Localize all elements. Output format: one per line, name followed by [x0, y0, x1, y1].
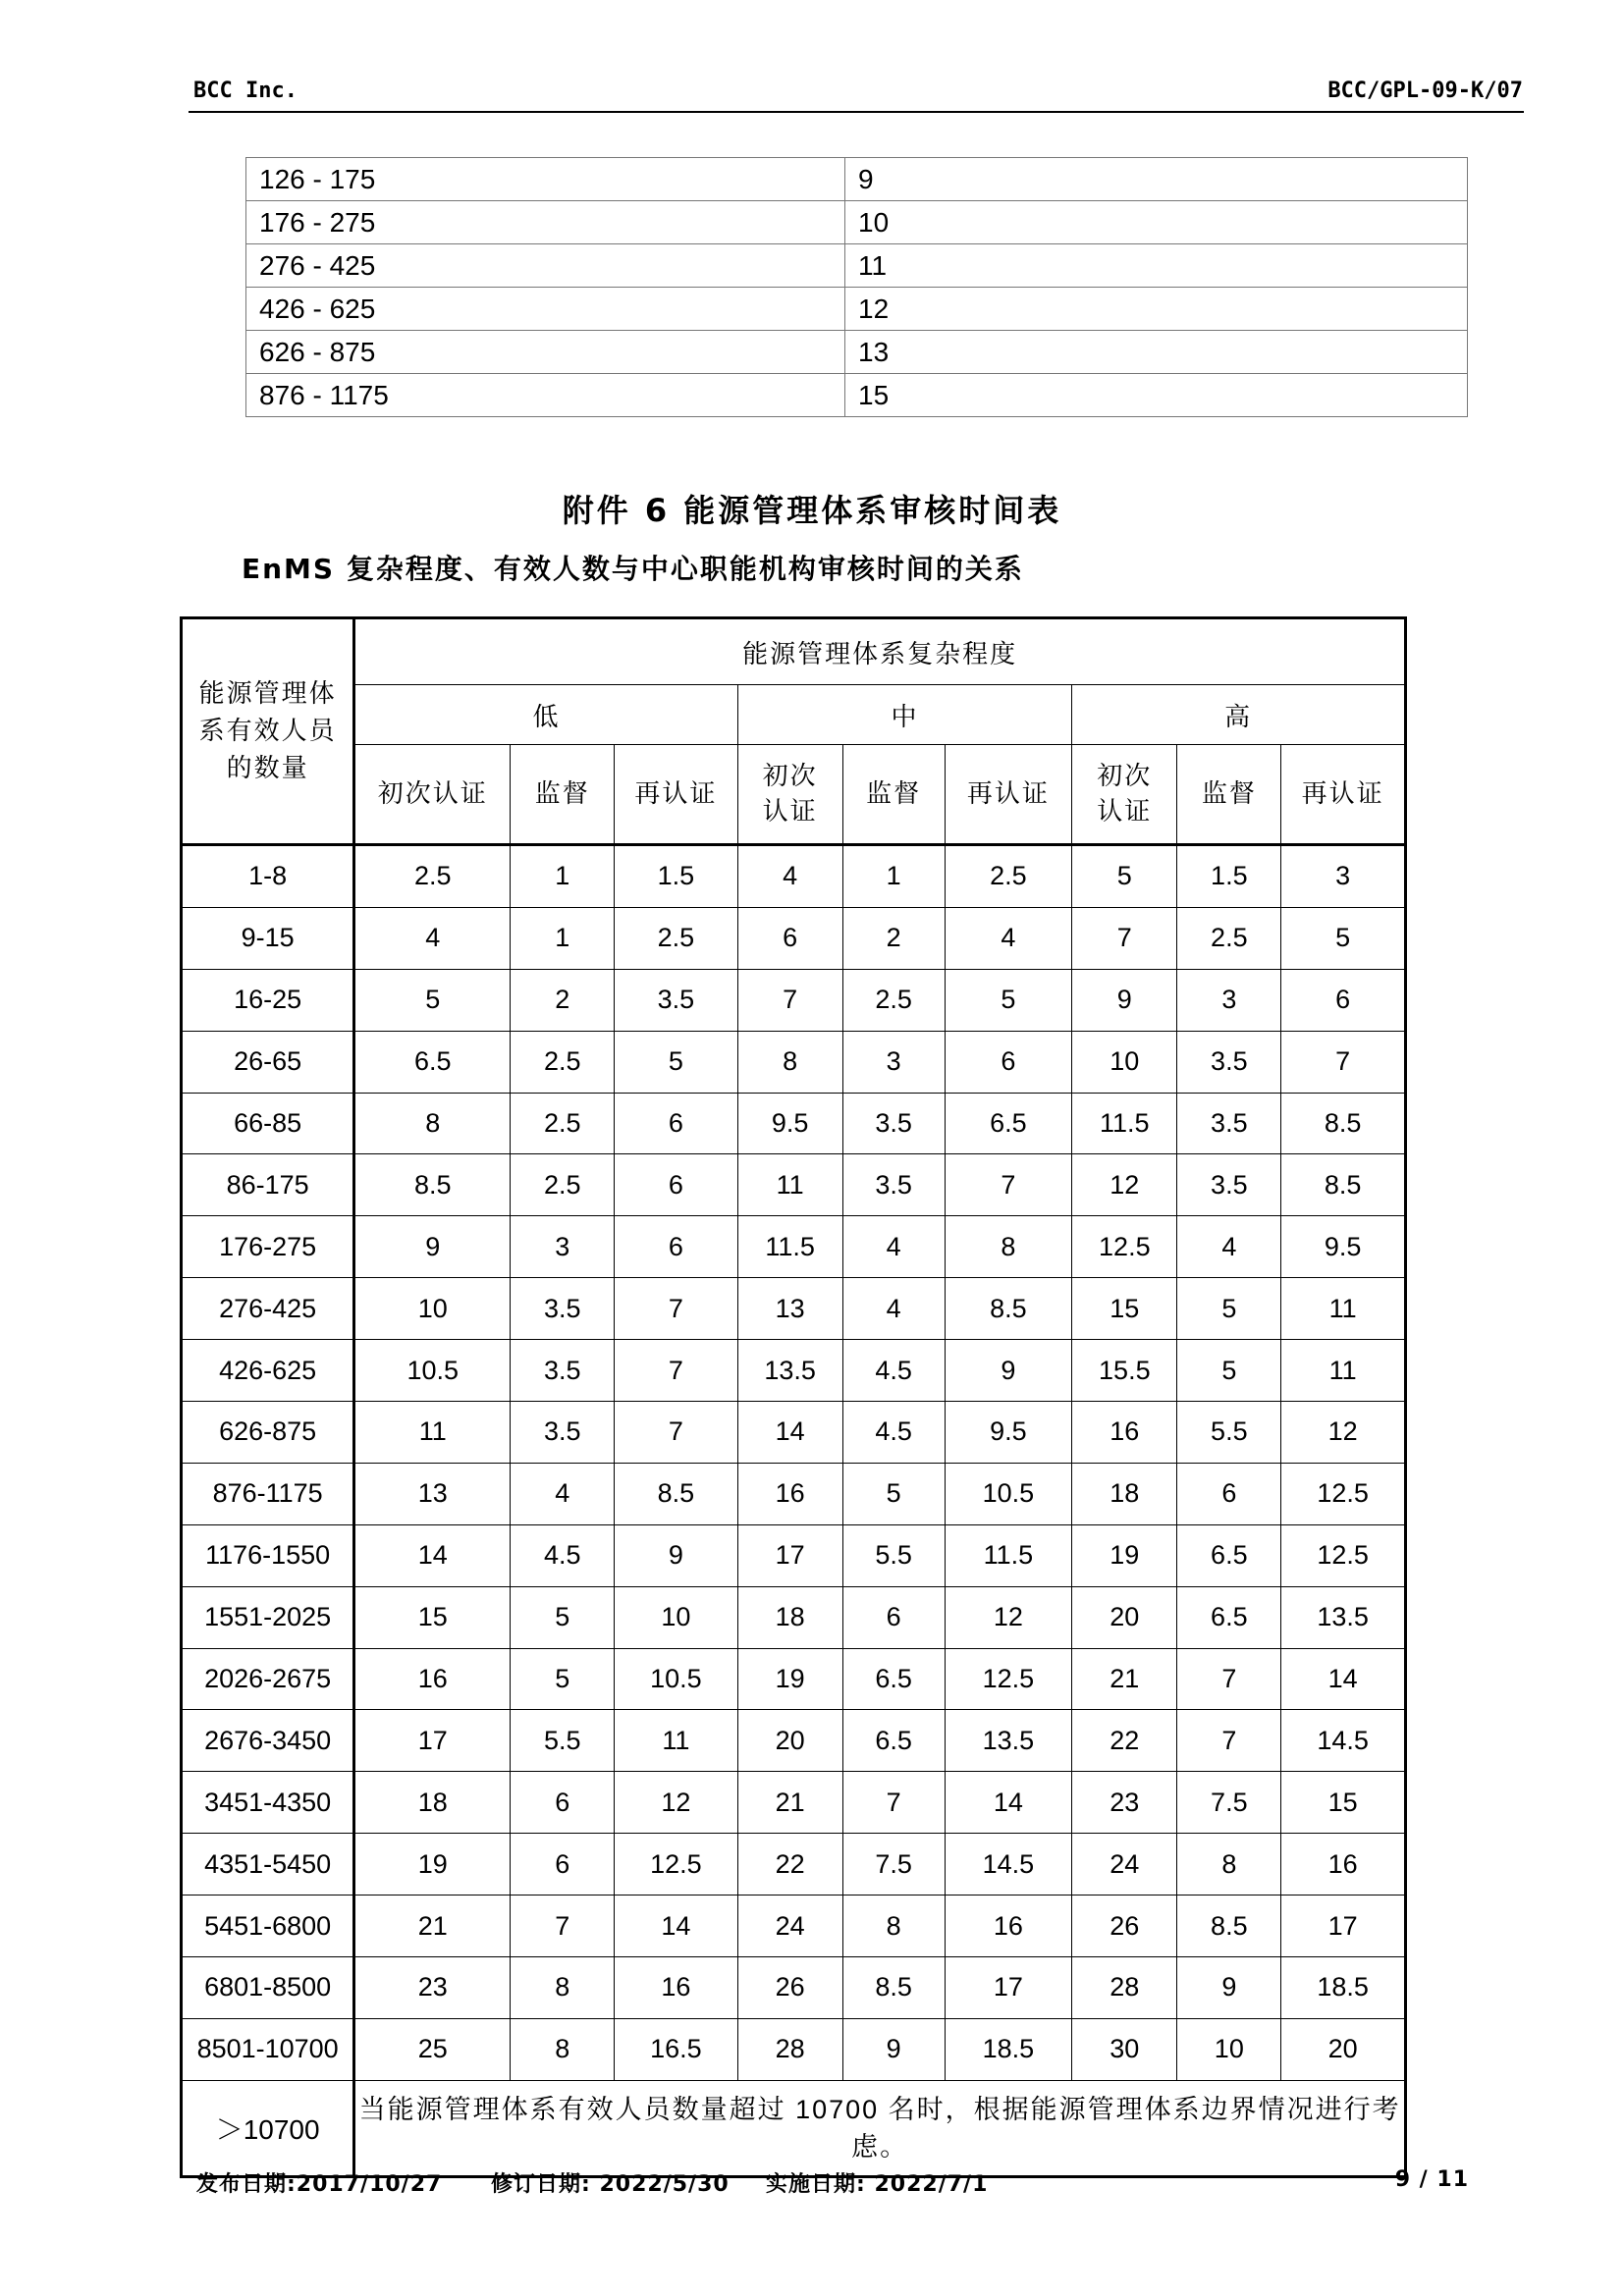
headcount-cell: 3451-4350 [182, 1772, 354, 1834]
audit-days-cell: 10.5 [354, 1340, 511, 1402]
audit-days-cell: 8 [945, 1216, 1072, 1278]
audit-days-cell: 2.5 [511, 1031, 615, 1093]
table-row [182, 845, 1406, 908]
headcount-cell: 6801-8500 [182, 1957, 354, 2019]
sub-header: 初次认证 [737, 745, 842, 845]
audit-days-cell: 12.5 [1281, 1524, 1406, 1586]
group-header-high: 高 [1072, 685, 1406, 745]
audit-days-cell: 15 [1281, 1772, 1406, 1834]
headcount-cell: ＞10700 [182, 2080, 354, 2176]
audit-days-cell: 11.5 [945, 1524, 1072, 1586]
audit-days-cell: 1.5 [615, 845, 737, 908]
audit-days-cell: 26 [737, 1957, 842, 2019]
audit-days-cell: 2 [842, 907, 945, 969]
audit-days-cell: 4 [737, 845, 842, 908]
audit-days-cell: 9 [354, 1216, 511, 1278]
complexity-header: 能源管理体系复杂程度 [354, 618, 1406, 685]
corner-header: 能源管理体系有效人员的数量 [182, 618, 354, 845]
audit-days-cell: 7 [1072, 907, 1177, 969]
audit-days-cell: 5 [1177, 1278, 1281, 1340]
value-cell: 10 [845, 201, 1468, 244]
audit-days-cell: 20 [1072, 1586, 1177, 1648]
audit-days-cell: 6.5 [1177, 1524, 1281, 1586]
audit-days-cell: 15.5 [1072, 1340, 1177, 1402]
audit-days-cell: 10 [354, 1278, 511, 1340]
headcount-cell: 2676-3450 [182, 1710, 354, 1772]
audit-days-cell: 6 [1177, 1463, 1281, 1524]
audit-days-cell: 5 [615, 1031, 737, 1093]
group-header-low: 低 [354, 685, 737, 745]
audit-days-cell: 6 [1281, 969, 1406, 1031]
audit-days-cell: 23 [1072, 1772, 1177, 1834]
appendix-title: 附件 6 能源管理体系审核时间表 [562, 492, 1062, 529]
audit-days-cell: 17 [1281, 1896, 1406, 1957]
audit-days-cell: 10 [1177, 2018, 1281, 2080]
headcount-cell: 8501-10700 [182, 2018, 354, 2080]
audit-days-cell: 12.5 [1072, 1216, 1177, 1278]
audit-days-cell: 2.5 [511, 1154, 615, 1216]
audit-days-cell: 6.5 [354, 1031, 511, 1093]
audit-days-cell: 6 [615, 1154, 737, 1216]
value-cell: 9 [845, 158, 1468, 201]
audit-days-cell: 11 [615, 1710, 737, 1772]
audit-days-cell: 13 [354, 1463, 511, 1524]
audit-days-cell: 17 [945, 1957, 1072, 2019]
audit-days-cell: 8.5 [1177, 1896, 1281, 1957]
audit-days-cell: 2.5 [945, 845, 1072, 908]
value-cell: 15 [845, 374, 1468, 417]
audit-days-cell: 9.5 [737, 1093, 842, 1154]
audit-days-cell: 2.5 [842, 969, 945, 1031]
audit-days-cell: 1 [511, 907, 615, 969]
audit-days-cell: 3.5 [842, 1093, 945, 1154]
audit-days-cell: 4.5 [511, 1524, 615, 1586]
audit-days-cell: 28 [737, 2018, 842, 2080]
audit-days-cell: 10.5 [945, 1463, 1072, 1524]
audit-days-cell: 13 [737, 1278, 842, 1340]
audit-days-cell: 8 [511, 1957, 615, 2019]
audit-days-cell: 4 [842, 1278, 945, 1340]
audit-days-cell: 11.5 [1072, 1093, 1177, 1154]
table-row [182, 1031, 1406, 1093]
audit-days-cell: 16 [737, 1463, 842, 1524]
table-row [182, 1896, 1406, 1957]
audit-days-cell: 1.5 [1177, 845, 1281, 908]
audit-days-cell: 12.5 [945, 1648, 1072, 1710]
headcount-cell: 1551-2025 [182, 1586, 354, 1648]
audit-days-cell: 6.5 [945, 1093, 1072, 1154]
audit-days-cell: 3 [842, 1031, 945, 1093]
audit-days-cell: 16 [945, 1896, 1072, 1957]
audit-days-cell: 8.5 [1281, 1154, 1406, 1216]
audit-days-cell: 3.5 [1177, 1154, 1281, 1216]
audit-days-cell: 14.5 [1281, 1710, 1406, 1772]
audit-days-cell: 23 [354, 1957, 511, 2019]
table-row [246, 331, 1468, 374]
audit-days-cell: 28 [1072, 1957, 1177, 2019]
table-row [246, 158, 1468, 201]
audit-days-cell: 9 [615, 1524, 737, 1586]
footer-effective-date: 实施日期: 2022/7/1 [766, 2172, 989, 2197]
headcount-cell: 9-15 [182, 907, 354, 969]
audit-days-cell: 3.5 [511, 1340, 615, 1402]
table-row [182, 1648, 1406, 1710]
audit-days-cell: 6 [737, 907, 842, 969]
audit-days-cell: 15 [1072, 1278, 1177, 1340]
audit-days-cell: 8 [1177, 1834, 1281, 1896]
audit-days-cell: 18 [354, 1772, 511, 1834]
headcount-cell: 276-425 [182, 1278, 354, 1340]
audit-days-cell: 2.5 [511, 1093, 615, 1154]
headcount-cell: 16-25 [182, 969, 354, 1031]
audit-days-cell: 21 [354, 1896, 511, 1957]
audit-days-cell: 5.5 [511, 1710, 615, 1772]
audit-days-cell: 18.5 [1281, 1957, 1406, 2019]
audit-days-cell: 19 [1072, 1524, 1177, 1586]
range-cell: 176 - 275 [246, 201, 845, 244]
audit-days-cell: 30 [1072, 2018, 1177, 2080]
value-cell: 12 [845, 288, 1468, 331]
audit-days-cell: 11 [1281, 1278, 1406, 1340]
table-row [182, 969, 1406, 1031]
headcount-cell: 66-85 [182, 1093, 354, 1154]
audit-days-cell: 8.5 [842, 1957, 945, 2019]
audit-days-cell: 9.5 [1281, 1216, 1406, 1278]
audit-days-cell: 6.5 [842, 1648, 945, 1710]
audit-days-cell: 14 [354, 1524, 511, 1586]
audit-days-cell: 17 [737, 1524, 842, 1586]
audit-days-cell: 4 [1177, 1216, 1281, 1278]
audit-days-cell: 9 [842, 2018, 945, 2080]
headcount-cell: 2026-2675 [182, 1648, 354, 1710]
audit-days-cell: 6 [615, 1093, 737, 1154]
audit-days-cell: 11 [354, 1402, 511, 1464]
audit-days-cell: 14.5 [945, 1834, 1072, 1896]
headcount-cell: 626-875 [182, 1402, 354, 1464]
audit-days-cell: 12 [1281, 1402, 1406, 1464]
audit-days-cell: 11 [1281, 1340, 1406, 1402]
audit-days-cell: 3 [1281, 845, 1406, 908]
audit-days-cell: 6.5 [842, 1710, 945, 1772]
audit-days-cell: 26 [1072, 1896, 1177, 1957]
audit-days-cell: 5 [842, 1463, 945, 1524]
audit-days-cell: 20 [737, 1710, 842, 1772]
audit-days-cell: 9 [1072, 969, 1177, 1031]
audit-days-cell: 8.5 [945, 1278, 1072, 1340]
headcount-cell: 4351-5450 [182, 1834, 354, 1896]
audit-days-cell: 7 [615, 1402, 737, 1464]
audit-days-cell: 6 [842, 1586, 945, 1648]
audit-days-cell: 21 [1072, 1648, 1177, 1710]
audit-days-cell: 11.5 [737, 1216, 842, 1278]
audit-days-cell: 18.5 [945, 2018, 1072, 2080]
headcount-cell: 176-275 [182, 1216, 354, 1278]
audit-days-cell: 8.5 [354, 1154, 511, 1216]
sub-header: 再认证 [1281, 745, 1406, 845]
audit-days-cell: 3 [1177, 969, 1281, 1031]
audit-days-cell: 4 [842, 1216, 945, 1278]
range-cell: 276 - 425 [246, 244, 845, 288]
audit-days-cell: 3.5 [511, 1402, 615, 1464]
audit-days-cell: 5 [1177, 1340, 1281, 1402]
audit-days-cell: 12 [1072, 1154, 1177, 1216]
audit-days-cell: 6.5 [1177, 1586, 1281, 1648]
audit-time-table [180, 616, 1407, 2178]
table-row [182, 1216, 1406, 1278]
audit-days-cell: 5.5 [842, 1524, 945, 1586]
table-row [182, 1340, 1406, 1402]
audit-days-cell: 21 [737, 1772, 842, 1834]
table-row [182, 1463, 1406, 1524]
audit-days-cell: 10.5 [615, 1648, 737, 1710]
audit-days-cell: 7.5 [1177, 1772, 1281, 1834]
audit-days-cell: 16 [1072, 1402, 1177, 1464]
audit-days-cell: 16.5 [615, 2018, 737, 2080]
audit-days-cell: 5 [1072, 845, 1177, 908]
audit-days-cell: 8 [842, 1896, 945, 1957]
sub-header: 监督 [511, 745, 615, 845]
audit-days-cell: 19 [354, 1834, 511, 1896]
audit-days-cell: 7 [511, 1896, 615, 1957]
audit-days-cell: 7 [737, 969, 842, 1031]
audit-days-cell: 9.5 [945, 1402, 1072, 1464]
audit-days-cell: 15 [354, 1586, 511, 1648]
table-row [182, 1524, 1406, 1586]
table-row [182, 1586, 1406, 1648]
audit-days-cell: 8 [511, 2018, 615, 2080]
audit-days-cell: 5 [511, 1648, 615, 1710]
audit-days-cell: 24 [1072, 1834, 1177, 1896]
audit-days-cell: 7.5 [842, 1834, 945, 1896]
table-row [246, 374, 1468, 417]
audit-days-cell: 17 [354, 1710, 511, 1772]
audit-days-cell: 1 [511, 845, 615, 908]
audit-days-cell: 3.5 [615, 969, 737, 1031]
sub-header: 监督 [842, 745, 945, 845]
audit-days-cell: 5 [1281, 907, 1406, 969]
headcount-cell: 5451-6800 [182, 1896, 354, 1957]
table-row [182, 1402, 1406, 1464]
audit-days-cell: 7 [1177, 1710, 1281, 1772]
audit-days-cell: 16 [615, 1957, 737, 2019]
table-row [246, 201, 1468, 244]
header-divider [189, 111, 1524, 113]
audit-days-cell: 4.5 [842, 1402, 945, 1464]
audit-days-cell: 3.5 [511, 1278, 615, 1340]
group-header-medium: 中 [737, 685, 1072, 745]
audit-days-cell: 6 [511, 1772, 615, 1834]
table-row [182, 1710, 1406, 1772]
audit-days-cell: 7 [1281, 1031, 1406, 1093]
headcount-cell: 876-1175 [182, 1463, 354, 1524]
headcount-cell: 1-8 [182, 845, 354, 908]
audit-days-cell: 9 [1177, 1957, 1281, 2019]
audit-days-cell: 22 [1072, 1710, 1177, 1772]
footer-page-number: 9 / 11 [1394, 2167, 1469, 2192]
footer-revision-date: 修订日期: 2022/5/30 [491, 2172, 730, 2197]
range-cell: 626 - 875 [246, 331, 845, 374]
table-row [182, 1278, 1406, 1340]
audit-days-cell: 2.5 [354, 845, 511, 908]
audit-days-cell: 6 [615, 1216, 737, 1278]
audit-days-cell: 8.5 [615, 1463, 737, 1524]
table-row [182, 907, 1406, 969]
audit-days-cell: 14 [615, 1896, 737, 1957]
audit-days-cell: 5.5 [1177, 1402, 1281, 1464]
audit-days-cell: 11 [737, 1154, 842, 1216]
headcount-cell: 1176-1550 [182, 1524, 354, 1586]
audit-days-cell: 6 [945, 1031, 1072, 1093]
audit-days-cell: 13.5 [945, 1710, 1072, 1772]
audit-days-cell: 3.5 [1177, 1031, 1281, 1093]
audit-days-cell: 13.5 [737, 1340, 842, 1402]
audit-days-cell: 16 [1281, 1834, 1406, 1896]
audit-days-cell: 14 [1281, 1648, 1406, 1710]
audit-days-cell: 5 [354, 969, 511, 1031]
sub-header: 初次认证 [354, 745, 511, 845]
audit-days-cell: 6 [511, 1834, 615, 1896]
value-cell: 11 [845, 244, 1468, 288]
audit-days-cell: 7 [945, 1154, 1072, 1216]
audit-days-cell: 7 [842, 1772, 945, 1834]
audit-days-cell: 10 [1072, 1031, 1177, 1093]
continued-table [245, 157, 1468, 417]
audit-days-cell: 5 [511, 1586, 615, 1648]
audit-days-cell: 12 [615, 1772, 737, 1834]
audit-days-cell: 5 [945, 969, 1072, 1031]
sub-header: 初次认证 [1072, 745, 1177, 845]
audit-days-cell: 4 [945, 907, 1072, 969]
audit-days-cell: 18 [737, 1586, 842, 1648]
sub-header: 再认证 [615, 745, 737, 845]
audit-days-cell: 4 [354, 907, 511, 969]
audit-days-cell: 20 [1281, 2018, 1406, 2080]
range-cell: 876 - 1175 [246, 374, 845, 417]
table-row [182, 1834, 1406, 1896]
audit-days-cell: 19 [737, 1648, 842, 1710]
audit-days-cell: 10 [615, 1586, 737, 1648]
audit-days-cell: 2.5 [615, 907, 737, 969]
audit-days-cell: 8 [737, 1031, 842, 1093]
audit-days-cell: 2.5 [1177, 907, 1281, 969]
audit-days-cell: 24 [737, 1896, 842, 1957]
audit-days-cell: 14 [737, 1402, 842, 1464]
audit-days-cell: 7 [615, 1278, 737, 1340]
sub-header: 监督 [1177, 745, 1281, 845]
audit-days-cell: 8.5 [1281, 1093, 1406, 1154]
audit-days-cell: 3 [511, 1216, 615, 1278]
audit-days-cell: 16 [354, 1648, 511, 1710]
table-row [182, 1154, 1406, 1216]
table-row [182, 2080, 1406, 2176]
audit-days-cell: 4.5 [842, 1340, 945, 1402]
audit-days-cell: 7 [1177, 1648, 1281, 1710]
audit-days-cell: 9 [945, 1340, 1072, 1402]
over-limit-note: 当能源管理体系有效人员数量超过 10700 名时，根据能源管理体系边界情况进行考虑。 [354, 2080, 1406, 2176]
table-row [246, 288, 1468, 331]
audit-days-cell: 4 [511, 1463, 615, 1524]
header-company: BCC Inc. [193, 79, 298, 103]
table-row [182, 2018, 1406, 2080]
sub-header: 再认证 [945, 745, 1072, 845]
value-cell: 13 [845, 331, 1468, 374]
audit-days-cell: 3.5 [842, 1154, 945, 1216]
footer-issue-date: 发布日期:2017/10/27 [196, 2172, 443, 2197]
audit-days-cell: 8 [354, 1093, 511, 1154]
audit-days-cell: 14 [945, 1772, 1072, 1834]
audit-days-cell: 18 [1072, 1463, 1177, 1524]
audit-days-cell: 12.5 [615, 1834, 737, 1896]
audit-days-cell: 1 [842, 845, 945, 908]
audit-days-cell: 12.5 [1281, 1463, 1406, 1524]
audit-days-cell: 2 [511, 969, 615, 1031]
headcount-cell: 86-175 [182, 1154, 354, 1216]
audit-days-cell: 12 [945, 1586, 1072, 1648]
audit-days-cell: 25 [354, 2018, 511, 2080]
range-cell: 126 - 175 [246, 158, 845, 201]
headcount-cell: 26-65 [182, 1031, 354, 1093]
audit-days-cell: 13.5 [1281, 1586, 1406, 1648]
range-cell: 426 - 625 [246, 288, 845, 331]
table-row [182, 1957, 1406, 2019]
table-row [182, 1772, 1406, 1834]
table-row [182, 1093, 1406, 1154]
header-doc-code: BCC/GPL-09-K/07 [1327, 79, 1523, 103]
audit-days-cell: 7 [615, 1340, 737, 1402]
table-caption: EnMS 复杂程度、有效人数与中心职能机构审核时间的关系 [242, 553, 1024, 585]
headcount-cell: 426-625 [182, 1340, 354, 1402]
audit-days-cell: 22 [737, 1834, 842, 1896]
table-row [246, 244, 1468, 288]
audit-days-cell: 3.5 [1177, 1093, 1281, 1154]
